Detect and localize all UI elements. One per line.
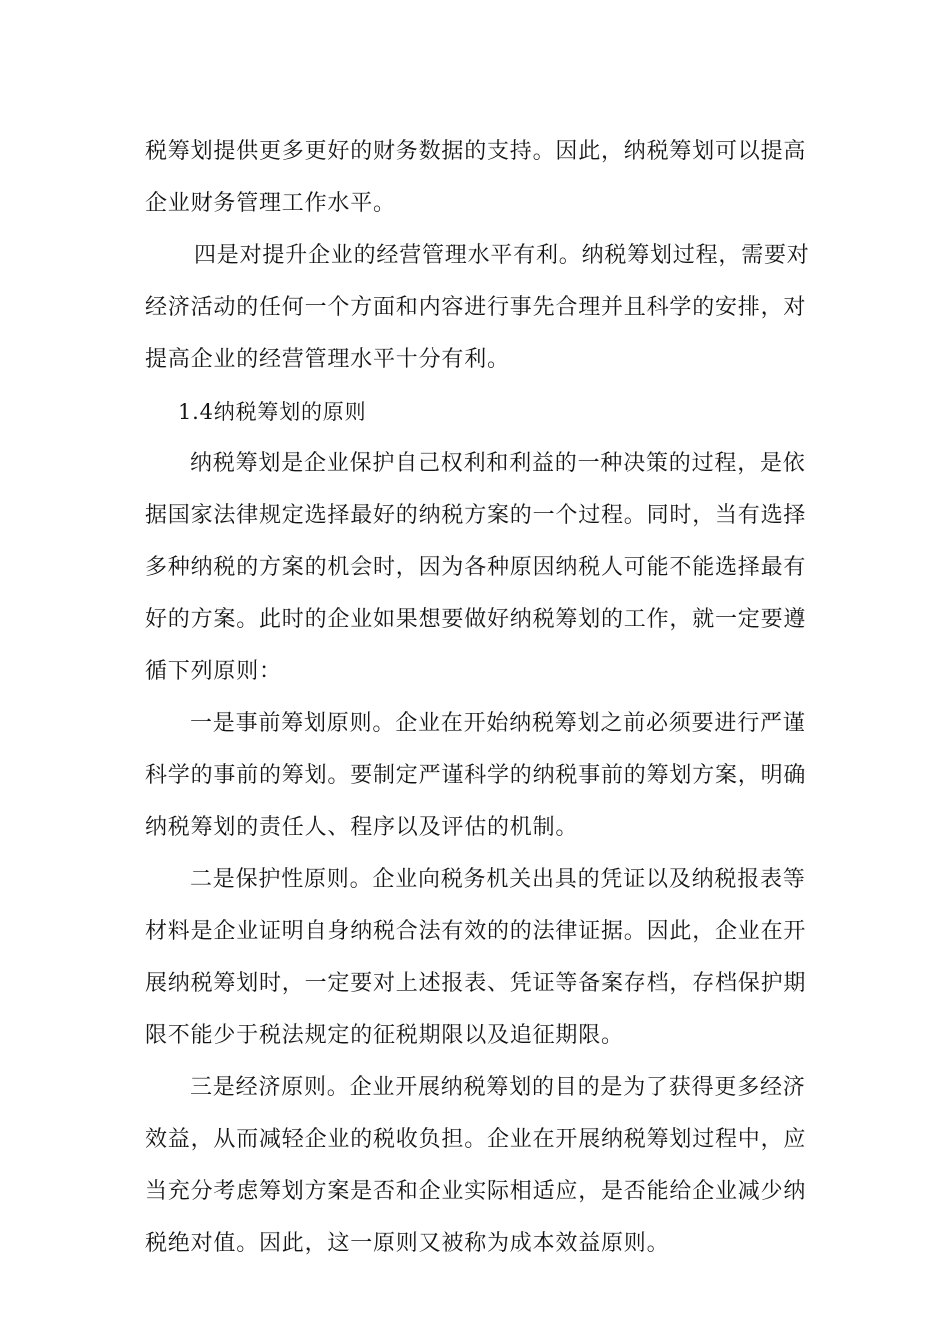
paragraph-line: 效益，从而减轻企业的税收负担。企业在开展纳税筹划过程中，应 — [145, 1127, 807, 1152]
paragraph-line: 纳税筹划是企业保护自己权利和利益的一种决策的过程，是依 — [190, 451, 806, 476]
paragraph-line: 一是事前筹划原则。企业在开始纳税筹划之前必须要进行严谨 — [190, 711, 806, 736]
paragraph-line: 好的方案。此时的企业如果想要做好纳税筹划的工作，就一定要遵 — [145, 607, 807, 632]
paragraph-line: 据国家法律规定选择最好的纳税方案的一个过程。同时，当有选择 — [145, 503, 807, 528]
paragraph-line: 税筹划提供更多更好的财务数据的支持。因此，纳税筹划可以提高 — [145, 139, 807, 164]
paragraph-line: 当充分考虑筹划方案是否和企业实际相适应，是否能给企业减少纳 — [145, 1179, 807, 1204]
paragraph-line: 经济活动的任何一个方面和内容进行事先合理并且科学的安排，对 — [145, 295, 807, 320]
paragraph-line: 企业财务管理工作水平。 — [145, 191, 396, 216]
paragraph-line: 纳税筹划的责任人、程序以及评估的机制。 — [145, 815, 579, 840]
paragraph-line: 三是经济原则。企业开展纳税筹划的目的是为了获得更多经济 — [190, 1075, 806, 1100]
paragraph-line: 提高企业的经营管理水平十分有利。 — [145, 347, 510, 372]
document-body — [145, 126, 810, 1270]
paragraph-line: 展纳税筹划时，一定要对上述报表、凭证等备案存档，存档保护期 — [145, 971, 807, 996]
paragraph-line: 限不能少于税法规定的征税期限以及追征期限。 — [145, 1023, 624, 1048]
section-heading: 1.4纳税筹划的原则 — [178, 400, 367, 424]
paragraph-line: 二是保护性原则。企业向税务机关出具的凭证以及纳税报表等 — [190, 867, 806, 892]
paragraph-line: 税绝对值。因此，这一原则又被称为成本效益原则。 — [145, 1231, 670, 1256]
paragraph-line: 循下列原则： — [145, 659, 282, 684]
paragraph-line: 多种纳税的方案的机会时，因为各种原因纳税人可能不能选择最有 — [145, 555, 807, 580]
paragraph-line: 四是对提升企业的经营管理水平有利。纳税筹划过程，需要对 — [194, 243, 810, 268]
paragraph-line: 材料是企业证明自身纳税合法有效的的法律证据。因此，企业在开 — [145, 919, 807, 944]
paragraph-line: 科学的事前的筹划。要制定严谨科学的纳税事前的筹划方案，明确 — [145, 763, 807, 788]
